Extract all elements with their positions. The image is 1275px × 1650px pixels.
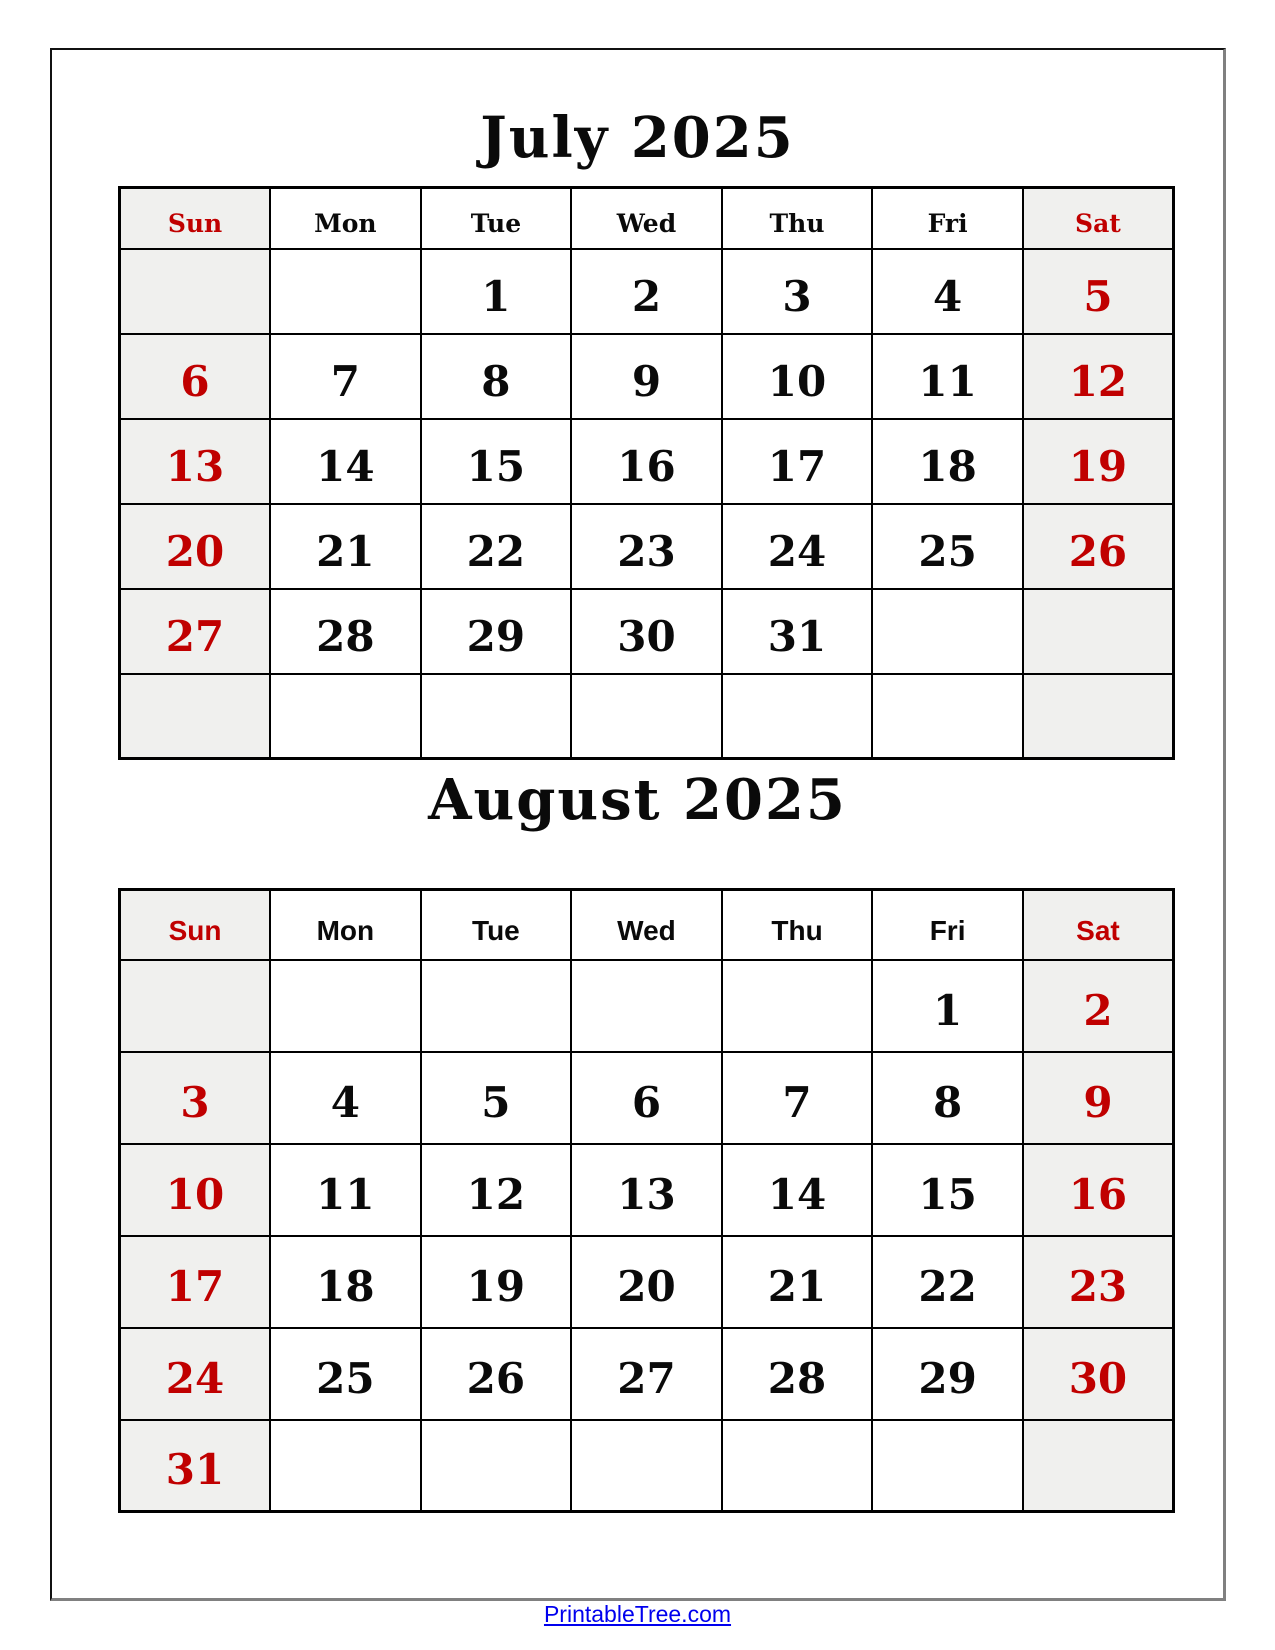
july-week-row <box>120 334 1174 419</box>
july-dow-wed: Wed <box>571 188 722 249</box>
day-cell: 19 <box>1023 419 1174 504</box>
day-cell: 10 <box>722 334 873 419</box>
august-week-row <box>120 960 1174 1052</box>
day-cell <box>722 960 873 1052</box>
day-cell: 23 <box>1023 1236 1174 1328</box>
august-calendar <box>118 888 1175 1513</box>
day-cell: 4 <box>270 1052 421 1144</box>
day-cell: 17 <box>722 419 873 504</box>
day-cell <box>872 1420 1023 1512</box>
day-cell: 28 <box>270 589 421 674</box>
day-cell: 14 <box>722 1144 873 1236</box>
july-dow-sun: Sun <box>120 188 271 249</box>
day-cell: 30 <box>571 589 722 674</box>
july-dow-sat: Sat <box>1023 188 1174 249</box>
day-cell: 7 <box>722 1052 873 1144</box>
day-cell: 13 <box>571 1144 722 1236</box>
day-cell <box>571 960 722 1052</box>
day-cell <box>421 1420 572 1512</box>
july-title: July 2025 <box>480 105 795 171</box>
day-cell: 12 <box>1023 334 1174 419</box>
august-week-row <box>120 1420 1174 1512</box>
day-cell: 9 <box>1023 1052 1174 1144</box>
august-dow-tue: Tue <box>421 890 572 960</box>
august-week-row <box>120 1328 1174 1420</box>
august-dow-sun: Sun <box>120 890 271 960</box>
day-cell: 6 <box>120 334 271 419</box>
day-cell <box>571 674 722 759</box>
day-cell: 26 <box>421 1328 572 1420</box>
day-cell: 26 <box>1023 504 1174 589</box>
august-title: August 2025 <box>428 767 847 833</box>
day-cell: 31 <box>722 589 873 674</box>
day-cell: 5 <box>1023 249 1174 334</box>
day-cell <box>872 674 1023 759</box>
day-cell: 27 <box>120 589 271 674</box>
day-cell: 30 <box>1023 1328 1174 1420</box>
day-cell: 24 <box>722 504 873 589</box>
day-cell: 24 <box>120 1328 271 1420</box>
august-week-row <box>120 1236 1174 1328</box>
day-cell <box>270 674 421 759</box>
day-cell <box>872 589 1023 674</box>
day-cell <box>1023 674 1174 759</box>
day-cell <box>421 960 572 1052</box>
day-cell: 25 <box>872 504 1023 589</box>
day-cell: 21 <box>270 504 421 589</box>
day-cell: 15 <box>872 1144 1023 1236</box>
august-dow-thu: Thu <box>722 890 873 960</box>
day-cell <box>120 674 271 759</box>
day-cell <box>1023 1420 1174 1512</box>
printabletree-link[interactable]: PrintableTree.com <box>543 1601 732 1627</box>
july-dow-fri: Fri <box>872 188 1023 249</box>
july-week-row <box>120 419 1174 504</box>
day-cell: 16 <box>571 419 722 504</box>
day-cell: 1 <box>872 960 1023 1052</box>
day-cell: 22 <box>872 1236 1023 1328</box>
day-cell: 11 <box>872 334 1023 419</box>
day-cell: 8 <box>421 334 572 419</box>
day-cell <box>571 1420 722 1512</box>
day-cell: 29 <box>872 1328 1023 1420</box>
july-dow-mon: Mon <box>270 188 421 249</box>
day-cell <box>120 960 271 1052</box>
day-cell: 23 <box>571 504 722 589</box>
day-cell: 18 <box>872 419 1023 504</box>
july-week-row <box>120 249 1174 334</box>
day-cell: 1 <box>421 249 572 334</box>
august-week-row <box>120 1144 1174 1236</box>
day-cell: 8 <box>872 1052 1023 1144</box>
day-cell: 17 <box>120 1236 271 1328</box>
august-weekday-header-row <box>120 890 1174 960</box>
day-cell <box>722 1420 873 1512</box>
day-cell: 18 <box>270 1236 421 1328</box>
july-weekday-header-row <box>120 188 1174 249</box>
day-cell: 28 <box>722 1328 873 1420</box>
day-cell: 12 <box>421 1144 572 1236</box>
day-cell: 9 <box>571 334 722 419</box>
day-cell: 14 <box>270 419 421 504</box>
day-cell: 21 <box>722 1236 873 1328</box>
day-cell: 2 <box>571 249 722 334</box>
day-cell: 29 <box>421 589 572 674</box>
day-cell: 31 <box>120 1420 271 1512</box>
july-week-row <box>120 674 1174 759</box>
day-cell: 16 <box>1023 1144 1174 1236</box>
august-dow-sat: Sat <box>1023 890 1174 960</box>
day-cell <box>421 674 572 759</box>
august-dow-wed: Wed <box>571 890 722 960</box>
day-cell: 20 <box>571 1236 722 1328</box>
day-cell <box>270 960 421 1052</box>
august-dow-mon: Mon <box>270 890 421 960</box>
day-cell <box>120 249 271 334</box>
day-cell: 3 <box>722 249 873 334</box>
day-cell: 5 <box>421 1052 572 1144</box>
day-cell: 22 <box>421 504 572 589</box>
day-cell: 20 <box>120 504 271 589</box>
july-dow-thu: Thu <box>722 188 873 249</box>
day-cell: 27 <box>571 1328 722 1420</box>
july-week-row <box>120 589 1174 674</box>
day-cell: 19 <box>421 1236 572 1328</box>
footer <box>0 1601 1275 1628</box>
august-dow-fri: Fri <box>872 890 1023 960</box>
day-cell: 2 <box>1023 960 1174 1052</box>
day-cell: 4 <box>872 249 1023 334</box>
day-cell <box>722 674 873 759</box>
day-cell: 6 <box>571 1052 722 1144</box>
day-cell <box>1023 589 1174 674</box>
day-cell: 10 <box>120 1144 271 1236</box>
day-cell: 11 <box>270 1144 421 1236</box>
day-cell <box>270 249 421 334</box>
july-dow-tue: Tue <box>421 188 572 249</box>
day-cell: 25 <box>270 1328 421 1420</box>
day-cell: 7 <box>270 334 421 419</box>
day-cell: 15 <box>421 419 572 504</box>
july-week-row <box>120 504 1174 589</box>
day-cell: 13 <box>120 419 271 504</box>
day-cell: 3 <box>120 1052 271 1144</box>
july-calendar <box>118 186 1175 760</box>
day-cell <box>270 1420 421 1512</box>
august-week-row <box>120 1052 1174 1144</box>
